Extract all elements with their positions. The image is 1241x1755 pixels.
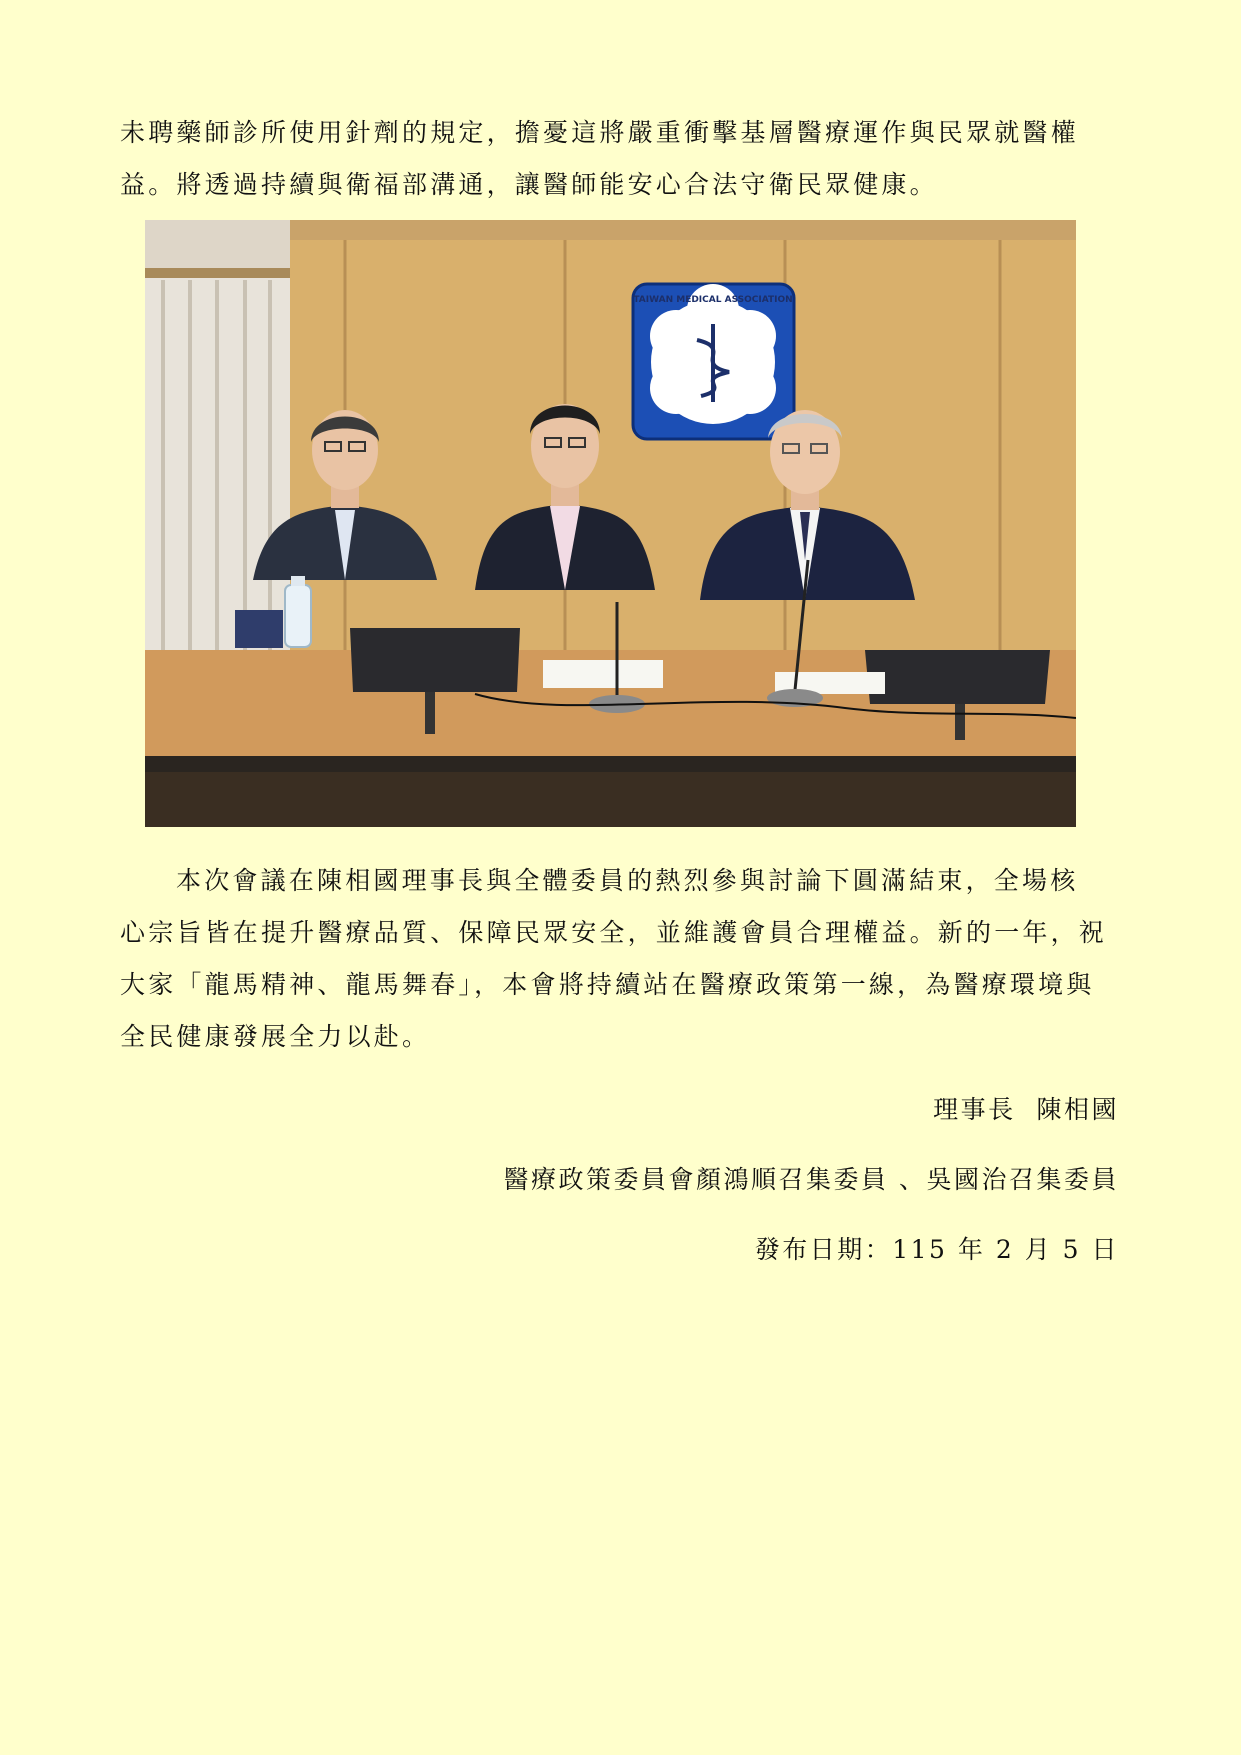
emblem-text: TAIWAN MEDICAL ASSOCIATION [633,295,793,305]
meeting-photo [145,220,1076,827]
paragraph-line: 益。將透過持續與衛福部溝通，讓醫師能安心合法守衛民眾健康。 [120,170,938,199]
paragraph-line: 未聘藥師診所使用針劑的規定，擔憂這將嚴重衝擊基層醫療運作與民眾就醫權 [120,118,1079,147]
chairman-signature: 理事長 陳相國 [933,1095,1119,1124]
paragraph-line: 全民健康發展全力以赴。 [120,1022,431,1051]
committee-signature: 醫療政策委員會顏鴻順召集委員 、吳國治召集委員 [503,1165,1119,1194]
paragraph-bottom [120,855,1120,1063]
paragraph-line: 心宗旨皆在提升醫療品質、保障民眾安全，並維護會員合理權益。新的一年，祝 [120,918,1108,947]
release-date: 發布日期：115 年 2 月 5 日 [754,1235,1119,1264]
association-emblem [633,284,794,439]
paragraph-top [120,107,1120,211]
paragraph-line: 本次會議在陳相國理事長與全體委員的熱烈參與討論下圓滿結束，全場核 [176,866,1079,895]
paragraph-line: 大家「龍馬精神、龍馬舞春」，本會將持續站在醫療政策第一線，為醫療環境與 [120,970,1095,999]
